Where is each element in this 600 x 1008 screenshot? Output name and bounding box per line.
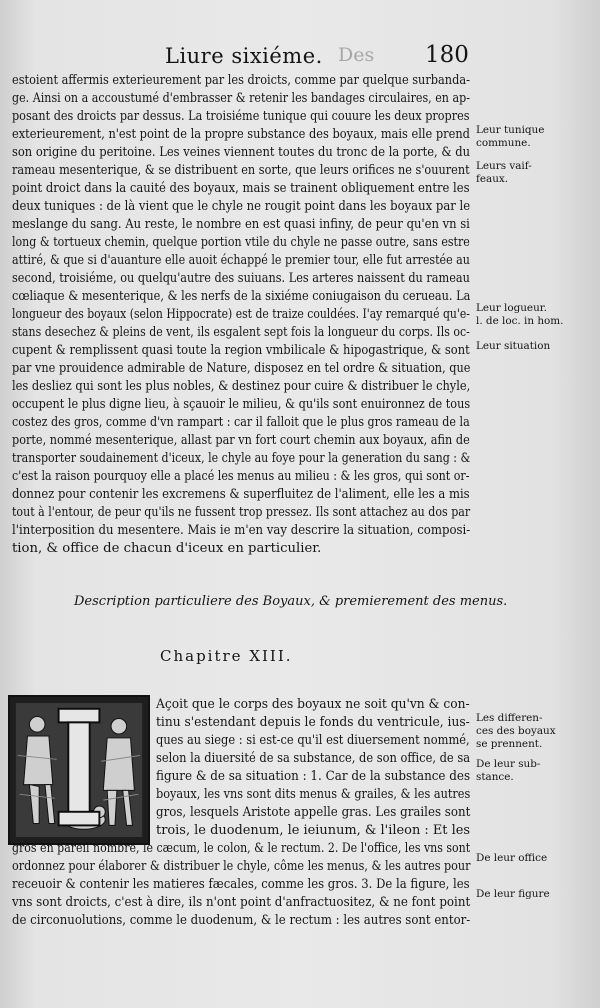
page-number: 180 (425, 42, 469, 68)
text-line: selon la diuersité de sa substance, de son office, de sa (156, 751, 471, 766)
margin-note-situation: Leur situation (476, 340, 551, 352)
main-text-block (12, 72, 470, 558)
text-line: boyaux, les vns sont dits menus & grailes, & les autres (156, 787, 471, 802)
text-line: point droict dans la cauité des boyaux, mais se trainent obliquement entre les (12, 181, 470, 196)
text-line: costez des gros, comme d'vn rampart : car il falloit que le plus gros rameau de la (12, 415, 470, 430)
text-line: ordonnez pour élaborer & distribuer le chyle, côme les menus, & les autres pour (12, 859, 471, 874)
chapter-text-full (12, 840, 470, 930)
text-line: deux tuniques : de là vient que le chyle ne rougit point dans les boyaux par le (12, 199, 471, 214)
text-line: posant des droicts par dessus. La troisiéme tunique qui couure les deux propres (12, 109, 470, 124)
text-line: ques au siege : si est-ce qu'il est diuersement nommé, (156, 733, 470, 748)
text-line: vns sont droicts, c'est à dire, ils n'ont point d'anfractuositez, & ne font point (12, 895, 471, 910)
text-line: attiré, & que si d'auanture elle auoit échappé le premier tour, elle fut arrestée au (12, 253, 470, 268)
text-line: long & tortueux chemin, quelque portion vtile du chyle ne passe outre, sans estre (12, 235, 470, 250)
text-line: transporter soudainement d'iceux, le chyle au foye pour la generation du sang : & (12, 451, 471, 466)
woodcut-initial-illustration (8, 695, 150, 845)
dropcap-letter: I (78, 776, 80, 778)
margin-note-differences: Les differen- ces des boyaux se prennent. (476, 712, 556, 750)
text-line: son origine du peritoine. Les veines viennent toutes du tronc de la porte, & du (12, 145, 470, 160)
running-title: Liure sixiéme. (165, 44, 323, 68)
section-heading: Description particuliere des Boyaux, & premierement des menus. (74, 594, 508, 609)
text-line: cœliaque & mesenterique, & les nerfs de la sixiéme coniugaison du cerueau. La (12, 289, 471, 304)
text-line: donnez pour contenir les excremens & superfluitez de l'aliment, elle les a mis (12, 487, 470, 502)
text-line: exterieurement, n'est point de la propre substance des boyaux, mais elle prend (12, 127, 470, 142)
margin-note-vaisseaux: Leurs vaif- feaux. (476, 160, 532, 185)
text-line: gros, lesquels Aristote appelle gras. Les grailes sont (156, 805, 471, 820)
text-line: les desliez qui sont les plus nobles, & destinez pour cuire & distribuer le chyle, (12, 379, 471, 394)
text-line: tinu s'estendant depuis le fonds du ventricule, ius- (156, 715, 470, 730)
text-line: de circonuolutions, comme le duodenum, & le rectum : les autres sont entor- (12, 913, 471, 928)
text-line: meslange du sang. Au reste, le nombre en est quasi infiny, de peur qu'en vn si (12, 217, 470, 232)
text-line: Açoit que le corps des boyaux ne soit qu'vn & con- (156, 697, 470, 712)
text-line: tout à l'entour, de peur qu'ils ne fussent trop pressez. Ils sont attachez au dos par (12, 505, 471, 520)
margin-note-substance: De leur sub- stance. (476, 758, 541, 783)
text-line: longueur des boyaux (selon Hippocrate) est de traize couldées. I'ay remarqué qu'e- (12, 307, 470, 322)
text-line: figure & de sa situation : 1. Car de la substance des (156, 769, 471, 784)
chapter-heading: Chapitre XIII. (160, 647, 293, 665)
margin-note-office: De leur office (476, 852, 548, 864)
text-line: trois, le duodenum, le ieiunum, & l'ileon : Et les (156, 823, 471, 838)
margin-note-figure: De leur figure (476, 888, 550, 900)
text-line: gros en pareil nombre, le cæcum, le colon, & le rectum. 2. De l'office, les vns sont (12, 841, 471, 856)
text-line: porte, nommé mesenterique, allast par vn fort court chemin aux boyaux, afin de (12, 433, 470, 448)
margin-note-longueur: Leur logueur. l. de loc. in hom. (476, 302, 564, 327)
text-line: receuoir & contenir les matieres fæcales, comme les gros. 3. De la figure, les (12, 877, 470, 892)
text-line: cupent & remplissent quasi toute la region vmbilicale & hipogastrique, & sont (12, 343, 470, 358)
text-line: tion, & office de chacun d'iceux en particulier. (12, 541, 322, 556)
margin-note-tunique: Leur tunique commune. (476, 124, 545, 149)
show-through-text: D​e​s (338, 44, 375, 66)
woodcut-image (10, 697, 148, 843)
text-line: par vne prouidence admirable de Nature, disposez en tel ordre & situation, que (12, 361, 471, 376)
text-line: second, troisiéme, ou quelqu'autre des suiuans. Les arteres naissent du rameau (12, 271, 470, 286)
text-line: c'est la raison pourquoy elle a placé les menus au milieu : & les gros, qui sont or- (12, 469, 470, 484)
text-line: ge. Ainsi on a accoustumé d'embrasser & retenir les bandages circulaires, en ap- (12, 91, 470, 106)
text-line: rameau mesenterique, & se distribuent en sorte, que leurs orifices ne s'ouurent (12, 163, 470, 178)
text-line: occupent le plus digne lieu, à sçauoir le milieu, & qu'ils sont enuironnez de tous (12, 397, 471, 412)
text-line: stans desechez & pleins de vent, ils esgalent sept fois la longueur du corps. Ils oc- (12, 325, 470, 340)
text-line: l'interposition du mesentere. Mais ie m'en vay descrire la situation, composi- (12, 523, 471, 538)
chapter-text-narrow (156, 696, 470, 840)
text-line: estoient affermis exterieurement par les droicts, comme par quelque surbanda- (12, 73, 470, 88)
